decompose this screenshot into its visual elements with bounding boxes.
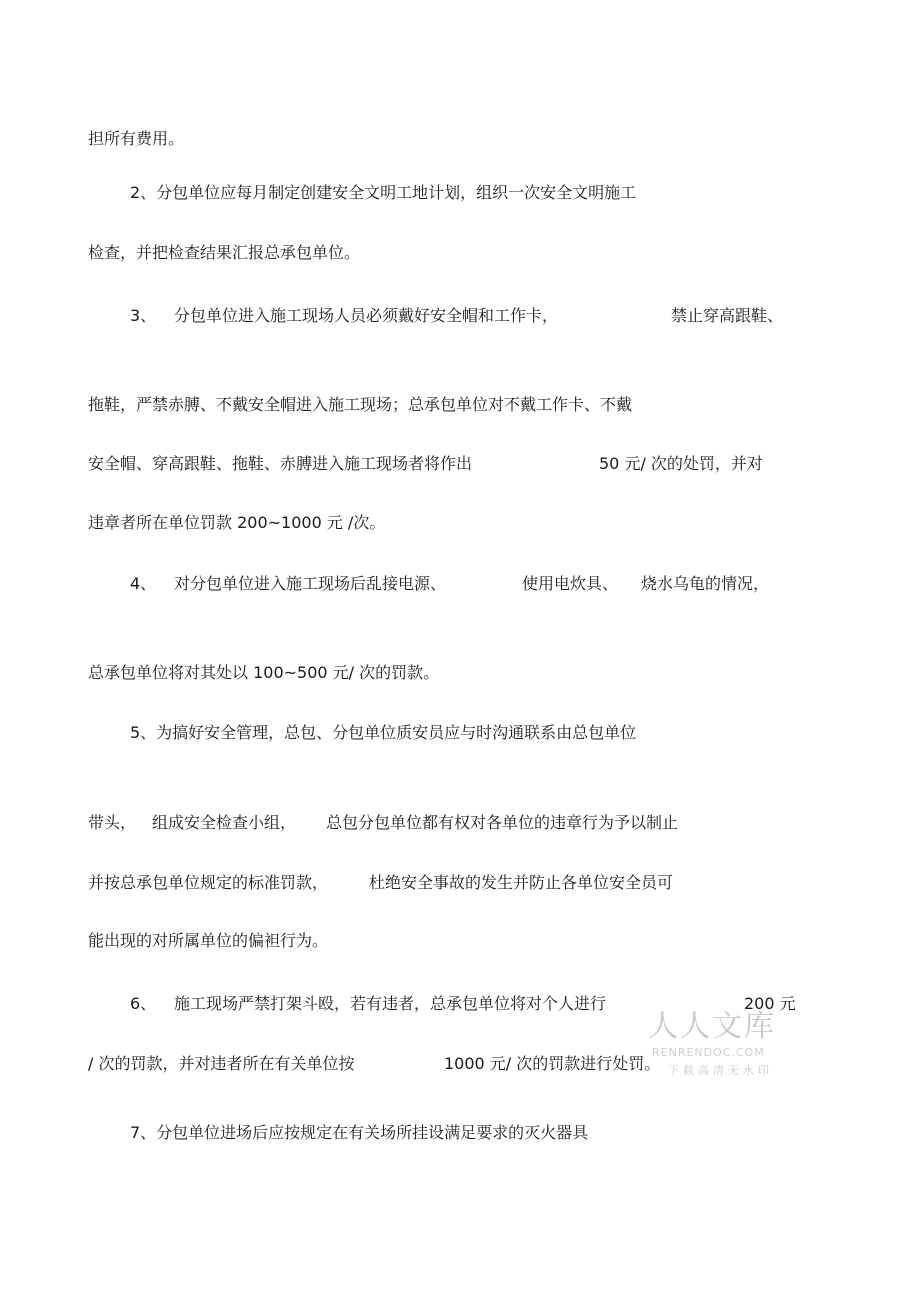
watermark-brand: 人人文库 [648,1009,776,1044]
watermark-url: RENRENDOC.COM [652,1046,765,1059]
item-number: 6、 [130,994,157,1013]
text-segment: 组成安全检查小组， [152,813,297,832]
text-segment: 200 元 [744,994,796,1013]
text-segment: 禁止穿高跟鞋、 [671,306,784,325]
item-number: 4、 [130,574,157,593]
text-line-7: 违章者所在单位罚款 200~1000 元 /次。 [88,513,386,532]
text-line-12 [88,872,748,894]
text-line-15 [88,1053,708,1075]
text-segment: 杜绝安全事故的发生并防止各单位安全员可 [369,873,674,892]
text-segment: 带头， [88,813,137,832]
text-line-2: 2、分包单位应每月制定创建安全文明工地计划，组织一次安全文明施工 [130,183,637,202]
text-line-5: 拖鞋，严禁赤膊、不戴安全帽进入施工现场；总承包单位对不戴工作卡、不戴 [88,395,633,414]
text-line-9: 总承包单位将对其处以 100~500 元/ 次的罚款。 [88,663,440,682]
text-segment: 分包单位进入施工现场人员必须戴好安全帽和工作卡， [174,306,559,325]
text-segment: 对分包单位进入施工现场后乱接电源、 [174,574,447,593]
text-segment: 施工现场严禁打架斗殴，若有违者，总承包单位将对个人进行 [174,994,607,1013]
text-segment: 安全帽、穿高跟鞋、拖鞋、赤膊进入施工现场者将作出 [88,454,473,473]
text-segment: 并按总承包单位规定的标准罚款， [88,873,329,892]
text-line-3: 检查，并把检查结果汇报总承包单位。 [88,243,361,262]
text-segment: 烧水乌龟的情况， [641,574,770,593]
text-line-13: 能出现的对所属单位的偏袒行为。 [88,931,329,950]
watermark-tagline: 下载高清无水印 [668,1064,773,1077]
watermark-logo [640,1010,780,1082]
text-segment: 总包分包单位都有权对各单位的违章行为予以制止 [326,813,679,832]
text-line-4 [88,305,808,327]
text-segment: 1000 元/ 次的罚款进行处罚。 [444,1054,661,1073]
item-number: 3、 [130,306,157,325]
text-line-8 [88,573,788,595]
text-line-10: 5、为搞好安全管理，总包、分包单位质安员应与时沟通联系由总包单位 [130,723,637,742]
text-line-11 [88,812,748,834]
text-segment: 50 元/ 次的处罚，并对 [599,454,763,473]
text-line-16: 7、分包单位进场后应按规定在有关场所挂设满足要求的灭火器具 [130,1123,589,1142]
text-segment: / 次的罚款，并对违者所在有关单位按 [88,1054,355,1073]
text-segment: 使用电炊具、 [522,574,619,593]
text-line-6 [88,453,788,475]
text-line-1: 担所有费用。 [88,129,185,148]
